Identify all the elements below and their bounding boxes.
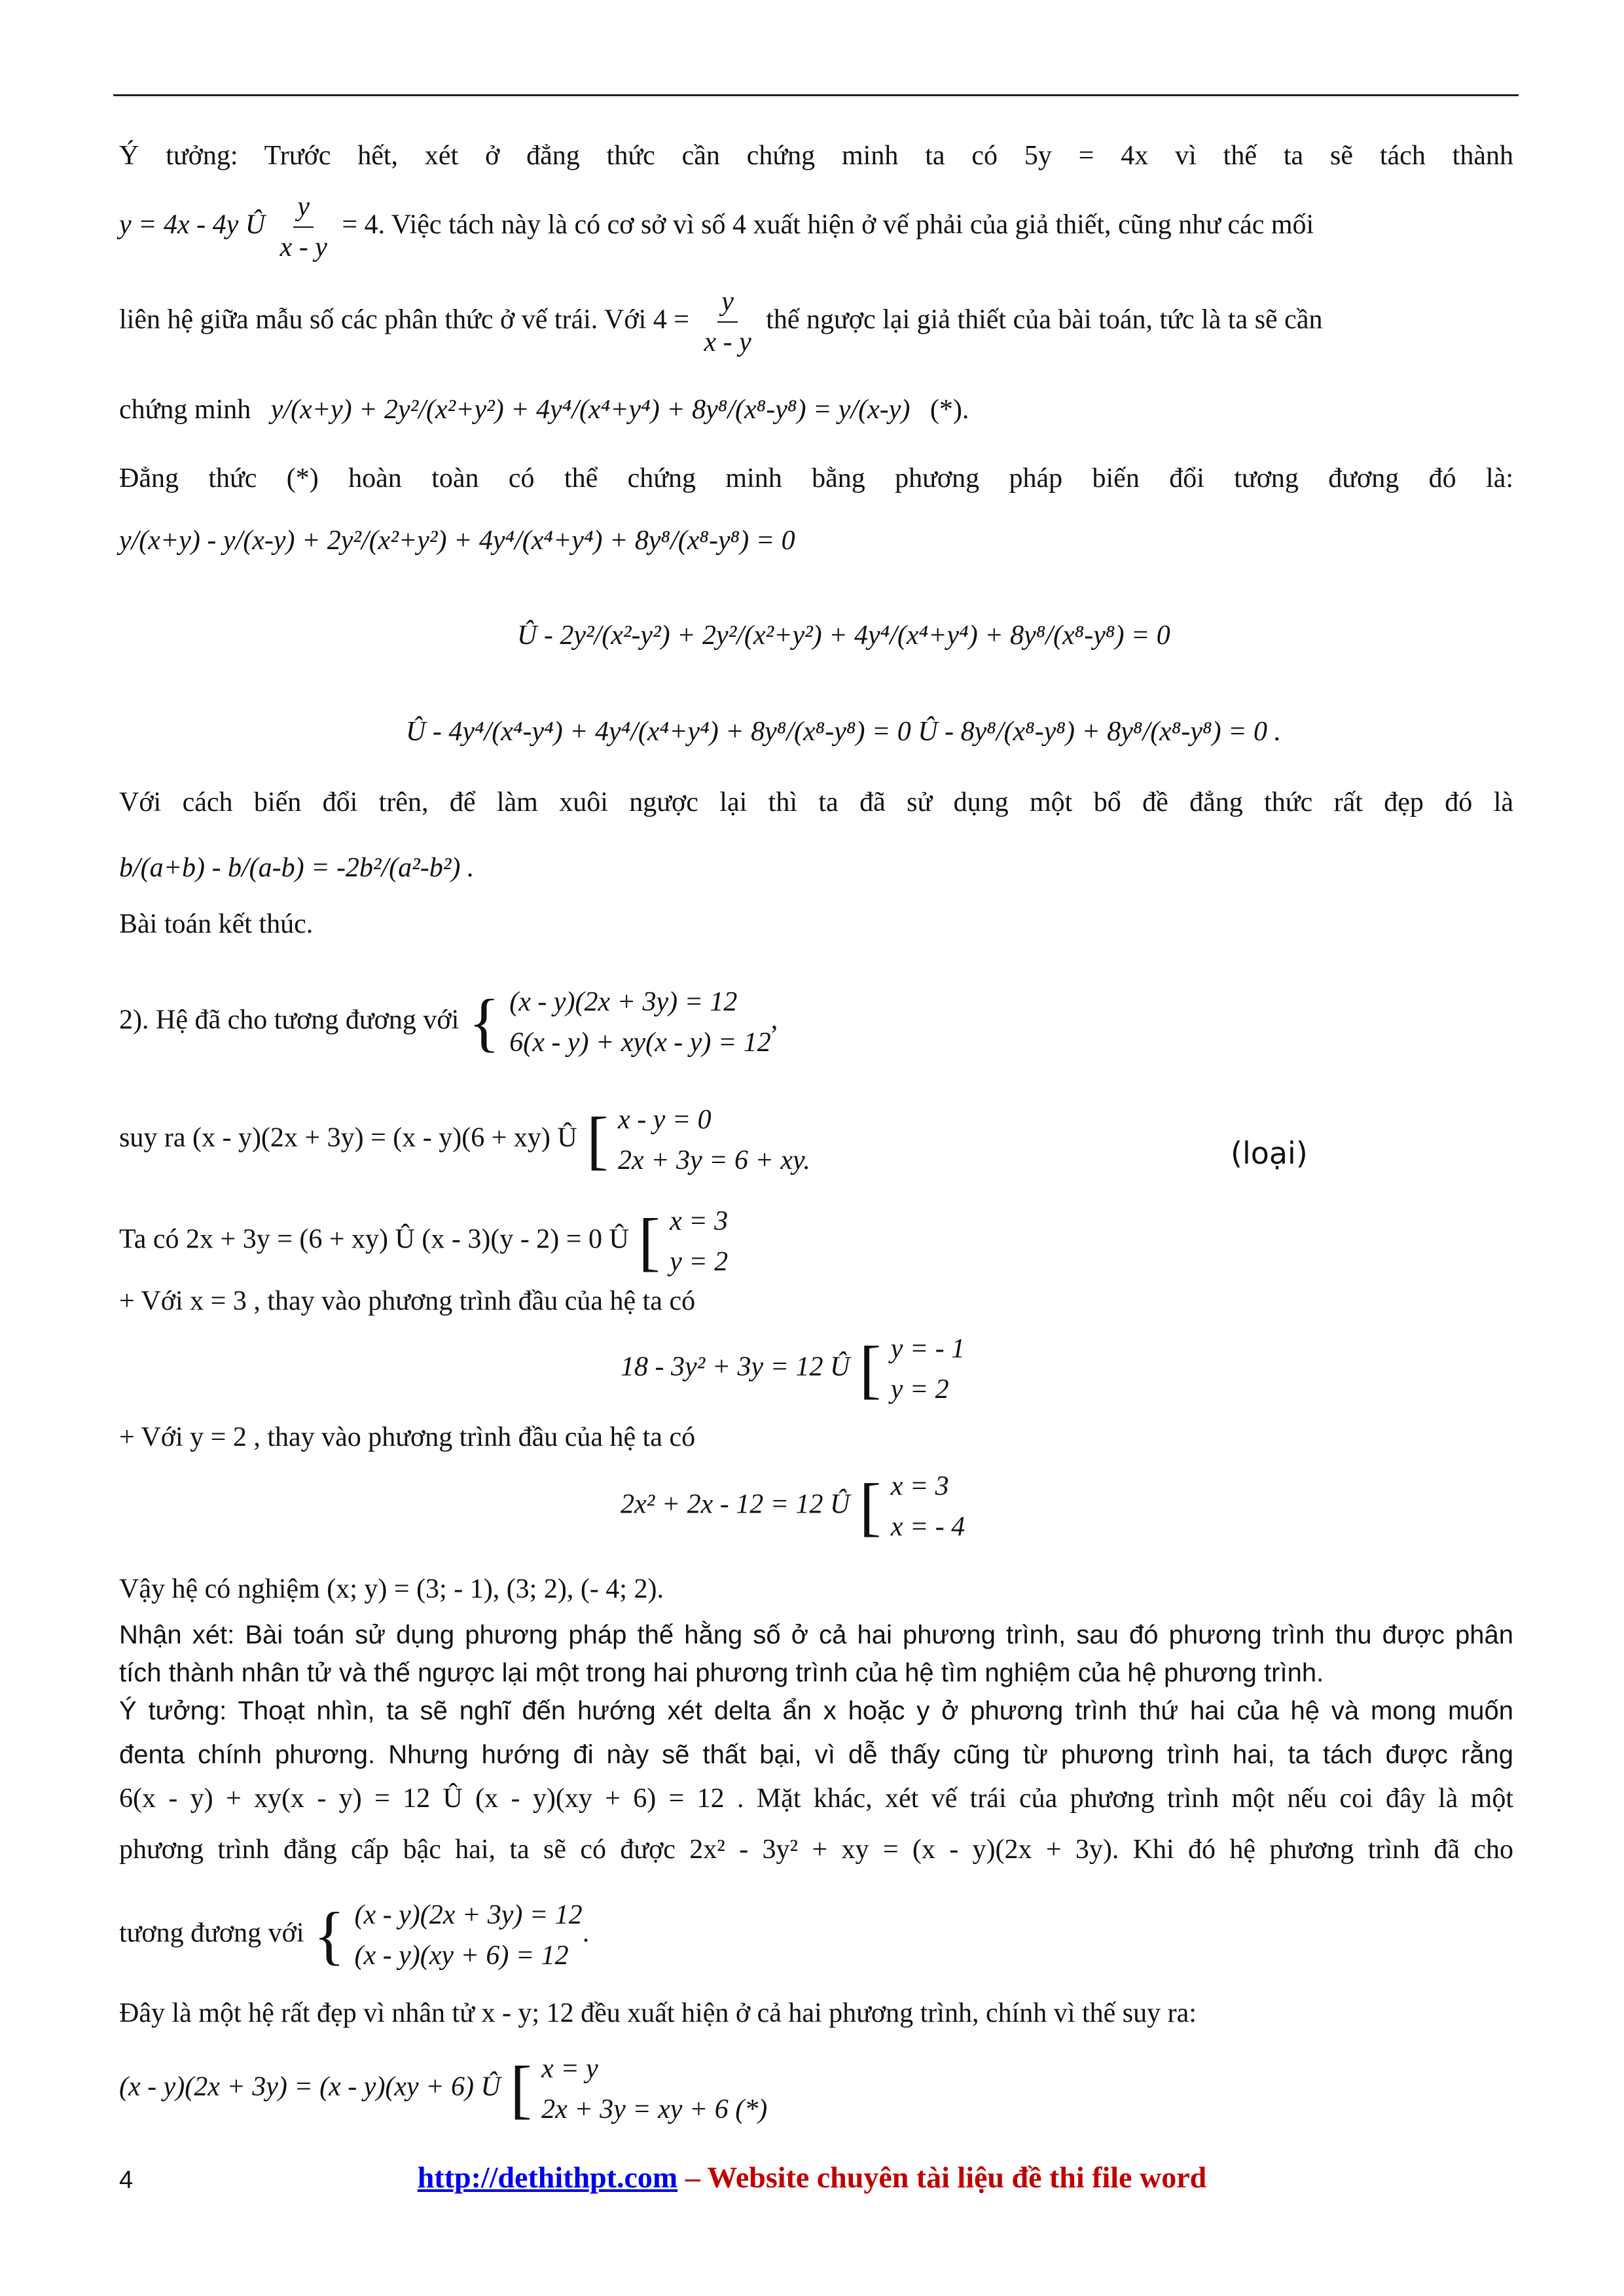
- ta-co-text: Ta có 2x + 3y = (6 + xy) Û (x - 3)(y - 2) = 0 Û: [119, 1224, 629, 1255]
- para1-line2: [119, 190, 1314, 264]
- case-eq: 2x + 3y = xy + 6 (*): [541, 2094, 768, 2125]
- eq-x: 18 - 3y² + 3y = 12 Û: [621, 1352, 850, 1382]
- part2-intro-text: 2). Hệ đã cho tương đương với: [119, 1005, 460, 1035]
- eq-x-line: [621, 1329, 965, 1410]
- case-eq: y = 2: [670, 1247, 729, 1277]
- para1-line2-eq: = 4: [342, 209, 378, 240]
- final-line: [119, 2049, 767, 2130]
- para1-line4-tail: (*).: [929, 395, 969, 425]
- system-brace: {: [468, 986, 500, 1058]
- system-brace: {: [314, 1899, 345, 1971]
- tuong-duong-line: [119, 1895, 589, 1976]
- para1-line2-text: . Việc tách này là có cơ sở vì số 4 xuất hiện ở vế phải của giả thiết, cũng như các mối: [378, 209, 1314, 240]
- lemma: b/(a+b) - b/(a-b) = -2b²/(a²-b²) .: [119, 853, 475, 883]
- frac-den: x - y: [704, 327, 751, 357]
- suy-ra-line: [119, 1100, 810, 1181]
- case-eq: x = 3: [890, 1471, 949, 1501]
- case-system: [618, 1100, 810, 1181]
- system-eq: (x - y)(2x + 3y) = 12: [354, 1900, 583, 1930]
- para1-line5: Đẳng thức (*) hoàn toàn có thể chứng minh bằng phương pháp biến đổi tương đương đó là:: [119, 463, 1513, 493]
- y-tuong-4: phương trình đẳng cấp bậc hai, ta sẽ có được 2x² - 3y² + xy = (x - y)(2x + 3y). Khi đó hệ phương trình đã cho: [119, 1835, 1513, 1865]
- case-eq: 2x + 3y = 6 + xy.: [618, 1145, 810, 1175]
- eq-y-line: [621, 1466, 965, 1547]
- para1-line4: [119, 393, 969, 427]
- case-system: [541, 2049, 767, 2130]
- fraction: [700, 285, 755, 359]
- para1-line3: [119, 285, 1322, 359]
- para1-line1: Ý tưởng: Trước hết, xét ở đẳng thức cần chứng minh ta có 5y = 4x vì thế ta sẽ tách thành: [119, 141, 1513, 171]
- para1-line2-math: y = 4x - 4y Û: [119, 209, 266, 240]
- case-eq: x = 3: [670, 1206, 729, 1236]
- system-tail: .: [582, 1918, 590, 1948]
- case-system: [670, 1201, 728, 1282]
- case-brace: [: [510, 2053, 532, 2125]
- voi-y-line: + Với y = 2 , thay vào phương trình đầu của hệ ta có: [119, 1422, 696, 1452]
- footer: [0, 2160, 1624, 2195]
- case-eq: y = 2: [890, 1374, 949, 1405]
- eq-y: 2x² + 2x - 12 = 12 Û: [621, 1489, 850, 1520]
- para1-end: Bài toán kết thúc.: [119, 909, 314, 939]
- case-brace: [: [859, 1470, 882, 1543]
- ta-co-line: [119, 1201, 728, 1282]
- case-system: [891, 1329, 965, 1410]
- footer-tagline: – Website chuyên tài liệu đề thi file word: [677, 2161, 1207, 2194]
- final-eq: (x - y)(2x + 3y) = (x - y)(xy + 6) Û: [119, 2072, 501, 2102]
- case-system: [891, 1466, 965, 1547]
- equation-1: y/(x+y) - y/(x-y) + 2y²/(x²+y²) + 4y⁴/(x⁴+y⁴) + 8y⁸/(x⁸-y⁸) = 0: [119, 526, 795, 556]
- system-eq: (x - y)(xy + 6) = 12: [354, 1941, 569, 1971]
- case-brace: [: [586, 1103, 609, 1176]
- para1-line3-rest: thế ngược lại giả thiết của bài toán, tức là ta sẽ cần: [766, 304, 1323, 335]
- system-tail: ,: [770, 1005, 778, 1035]
- case-brace: [: [859, 1333, 882, 1405]
- case-eq: x = y: [541, 2054, 598, 2084]
- equation-3: Û - 4y⁴/(x⁴-y⁴) + 4y⁴/(x⁴+y⁴) + 8y⁸/(x⁸-y⁸) = 0 Û - 8y⁸/(x⁸-y⁸) + 8y⁸/(x⁸-y⁸) = 0 .: [406, 717, 1281, 747]
- nhan-xet-2: tích thành nhân tử và thế ngược lại một trong hai phương trình của hệ tìm nghiệm của hệ phương trình.: [119, 1659, 1324, 1687]
- page-number: 4: [119, 2166, 134, 2194]
- system-eq: 6(x - y) + xy(x - y) = 12: [509, 1028, 771, 1058]
- voi-x-line: + Với x = 3 , thay vào phương trình đầu của hệ ta có: [119, 1286, 696, 1316]
- system-2: [355, 1895, 583, 1976]
- equation-2: Û - 2y²/(x²-y²) + 2y²/(x²+y²) + 4y⁴/(x⁴+y⁴) + 8y⁸/(x⁸-y⁸) = 0: [517, 620, 1170, 651]
- system-1: [509, 982, 770, 1063]
- case-eq: x - y = 0: [618, 1105, 712, 1135]
- equation-star: y/(x+y) + 2y²/(x²+y²) + 4y⁴/(x⁴+y⁴) + 8y⁸/(x⁸-y⁸) = y/(x-y): [270, 395, 911, 425]
- day-la-line: Đây là một hệ rất đẹp vì nhân tử x - y; 12 đều xuất hiện ở cả hai phương trình, chính vì thế suy ra:: [119, 1998, 1197, 2028]
- suy-ra-text: suy ra (x - y)(2x + 3y) = (x - y)(6 + xy) Û: [119, 1122, 577, 1153]
- nghiem-line: Vậy hệ có nghiệm (x; y) = (3; - 1), (3; 2), (- 4; 2).: [119, 1574, 664, 1604]
- loai-note: (loại): [1231, 1136, 1308, 1171]
- nhan-xet-1: Nhận xét: Bài toán sử dụng phương pháp thế hằng số ở cả hai phương trình, sau đó phương trình thu được phân: [119, 1621, 1513, 1649]
- case-eq: x = - 4: [890, 1512, 965, 1542]
- tuong-duong-text: tương đương với: [119, 1918, 304, 1948]
- para1-line3-text: liên hệ giữa mẫu số các phân thức ở vế trái. Với 4 =: [119, 304, 689, 335]
- case-eq: y = - 1: [890, 1334, 965, 1364]
- top-rule: [113, 94, 1519, 96]
- part2-intro: [119, 982, 778, 1063]
- para1-line4-text: chứng minh: [119, 395, 251, 425]
- case-brace: [: [638, 1205, 660, 1278]
- frac-num: y: [717, 285, 738, 323]
- fraction: [276, 190, 331, 264]
- frac-num: y: [293, 190, 314, 228]
- y-tuong-1: Ý tưởng: Thoạt nhìn, ta sẽ nghĩ đến hướng xét delta ẩn x hoặc y ở phương trình thứ hai của hệ và mong muốn: [119, 1696, 1513, 1725]
- y-tuong-3: 6(x - y) + xy(x - y) = 12 Û (x - y)(xy + 6) = 12 . Mặt khác, xét vế trái của phương trình một nếu coi đây là một: [119, 1784, 1513, 1814]
- para1-line6: Với cách biến đổi trên, để làm xuôi ngược lại thì ta đã sử dụng một bổ đề đẳng thức rất đẹp đó là: [119, 787, 1513, 817]
- system-eq: (x - y)(2x + 3y) = 12: [509, 987, 738, 1017]
- y-tuong-2: đenta chính phương. Nhưng hướng đi này sẽ thất bại, vì dễ thấy cũng từ phương trình hai, ta tách được rằng: [119, 1740, 1513, 1769]
- footer-link[interactable]: http://dethithpt.com: [417, 2161, 678, 2194]
- frac-den: x - y: [280, 232, 327, 262]
